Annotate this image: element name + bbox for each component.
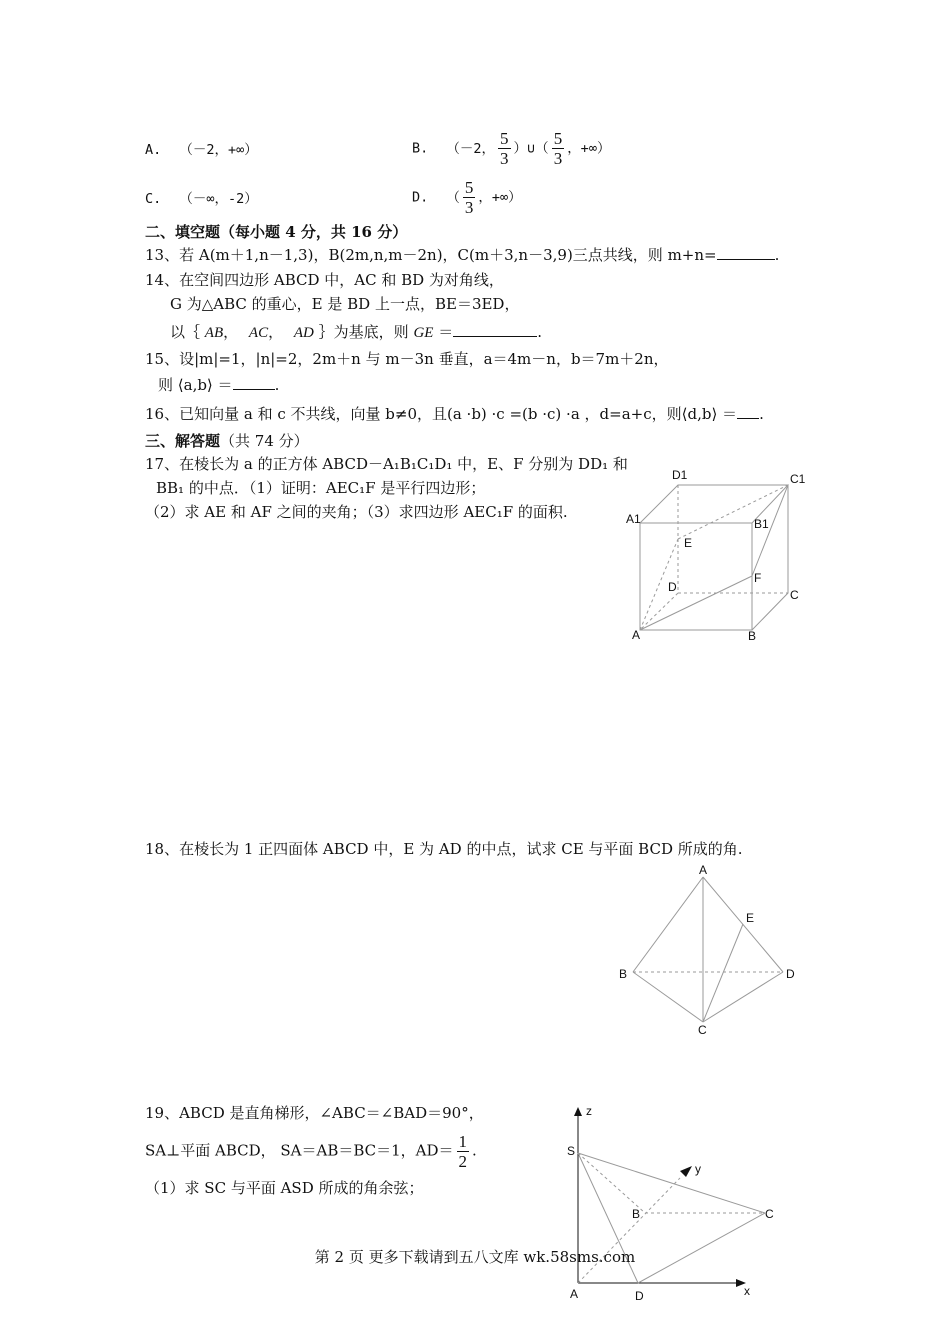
section-2-heading: 二、填空题（每小题 4 分，共 16 分） — [145, 223, 408, 241]
segment-f-a — [640, 576, 752, 630]
label-a: A — [570, 1287, 579, 1301]
label-d: D — [786, 967, 795, 981]
fraction-five-thirds: $\frac{5}{3}$ — [500, 129, 509, 168]
choice-b-part3: ，+∞） — [567, 140, 611, 157]
label-y: y — [695, 1162, 701, 1176]
choice-a-text: （－2，+∞） — [179, 142, 258, 158]
vector-ab: AB — [204, 325, 224, 341]
question-19-line-2: SA⊥平面 ABCD， SA＝AB＝BC＝1，AD＝ $\frac{1}{2}$ . — [145, 1132, 477, 1171]
edge-a-b — [633, 877, 703, 972]
label-f: F — [754, 571, 762, 585]
label-b: B — [619, 967, 628, 981]
choice-b-label: B. — [412, 140, 429, 157]
question-19-line-1: 19、ABCD 是直角梯形，∠ABC＝∠BAD＝90°， — [145, 1104, 484, 1122]
cube-figure — [620, 465, 820, 645]
edge-s-b — [578, 1153, 645, 1213]
answer-blank-16 — [737, 404, 759, 419]
y-axis-arrow — [680, 1166, 692, 1177]
edge-b-c — [633, 972, 703, 1022]
choice-c — [145, 189, 258, 209]
cube-front-face — [640, 523, 752, 630]
label-b: B — [748, 629, 757, 643]
vector-ac: AC — [248, 325, 269, 341]
question-17-line-3: （2）求 AE 和 AF 之间的夹角；（3）求四边形 AEC₁F 的面积. — [145, 503, 568, 521]
fraction-five-thirds-d: $\frac{5}{3}$ — [464, 178, 474, 217]
vector-ad: AD — [293, 325, 314, 341]
label-c: C — [765, 1207, 774, 1221]
z-axis-arrow — [574, 1107, 582, 1116]
cube-right-face — [752, 485, 788, 630]
label-e: E — [684, 536, 693, 550]
question-14-line-3: 以｛ AB， AC， AD ｝为基底，则 GE ＝ . — [170, 323, 543, 341]
label-c: C — [698, 1023, 707, 1037]
label-d: D — [668, 580, 677, 594]
page-footer: 第 2 页 更多下载请到五八文库 wk.58sms.com — [314, 1248, 636, 1266]
choice-c-text: （－∞，-2） — [179, 191, 258, 207]
choice-c-label: C. — [145, 191, 162, 207]
label-z: z — [586, 1104, 592, 1118]
choice-d-part2: ，+∞） — [478, 189, 522, 206]
label-a: A — [632, 628, 641, 642]
edge-c-d — [703, 972, 783, 1022]
choice-b — [412, 129, 610, 168]
vector-ge: GE — [413, 325, 434, 341]
label-e: E — [746, 911, 755, 925]
choice-a-label: A. — [145, 142, 162, 158]
question-15-line-2: 则 ⟨a,b⟩ ＝ . — [158, 376, 280, 394]
segment-e-c1 — [678, 485, 788, 539]
question-14-line-2: G 为△ABC 的重心，E 是 BD 上一点，BE＝3ED， — [170, 295, 520, 313]
y-axis — [578, 1178, 680, 1283]
label-b1: B1 — [754, 517, 769, 531]
question-19-line-3: （1）求 SC 与平面 ASD 所成的角余弦； — [145, 1179, 424, 1197]
label-b: B — [632, 1207, 641, 1221]
label-c1: C1 — [790, 472, 806, 486]
choice-d-label: D. — [412, 189, 429, 206]
question-14-line-1: 14、在空间四边形 ABCD 中，AC 和 BD 为对角线， — [145, 271, 504, 289]
pyramid-coordinate-figure — [560, 1103, 790, 1303]
choice-b-part2: ）∪（ — [513, 140, 549, 157]
label-a1: A1 — [626, 512, 641, 526]
choice-d — [412, 178, 522, 217]
label-x: x — [744, 1284, 750, 1298]
section-3-heading: 三、解答题（共 74 分） — [145, 432, 309, 450]
choice-b-part1: （－2， — [446, 140, 496, 157]
tetrahedron-figure — [615, 862, 815, 1037]
choice-d-part1: （ — [446, 189, 460, 206]
question-13: 13、若 A(m＋1,n－1,3)，B(2m,n,m－2n)，C(m＋3,n－3,9)三点共线，则 m+n= . — [145, 246, 780, 264]
label-d1: D1 — [672, 468, 688, 482]
edge-s-c — [578, 1153, 765, 1213]
fraction-five-thirds-2: $\frac{5}{3}$ — [553, 129, 563, 168]
label-c: C — [790, 588, 799, 602]
answer-blank-15 — [233, 375, 275, 390]
choice-a — [145, 140, 258, 160]
segment-c-e — [703, 924, 743, 1022]
label-a: A — [699, 863, 708, 877]
hidden-edge-d-a — [640, 593, 678, 630]
question-17-line-1: 17、在棱长为 a 的正方体 ABCD－A₁B₁C₁D₁ 中，E、F 分别为 DD₁ 和 — [145, 455, 628, 473]
answer-blank-13 — [717, 245, 775, 260]
label-d: D — [635, 1289, 644, 1303]
fraction-one-half: $\frac{1}{2}$ — [458, 1132, 468, 1171]
question-17-line-2: BB₁ 的中点．（1）证明：AEC₁F 是平行四边形； — [156, 479, 486, 497]
answer-blank-14 — [453, 322, 537, 337]
question-16: 16、已知向量 a 和 c 不共线，向量 b≠0，且(a ·b) ·c =(b ·c) ·a ，d=a+c，则⟨d,b⟩ ＝ . — [145, 405, 764, 423]
question-18: 18、在棱长为 1 正四面体 ABCD 中，E 为 AD 的中点，试求 CE 与平面 BCD 所成的角. — [145, 840, 743, 858]
question-15-line-1: 15、设|m|=1，|n|=2，2m＋n 与 m－3n 垂直，a＝4m－n，b＝7m＋2n， — [145, 350, 669, 368]
label-s: S — [567, 1144, 576, 1158]
